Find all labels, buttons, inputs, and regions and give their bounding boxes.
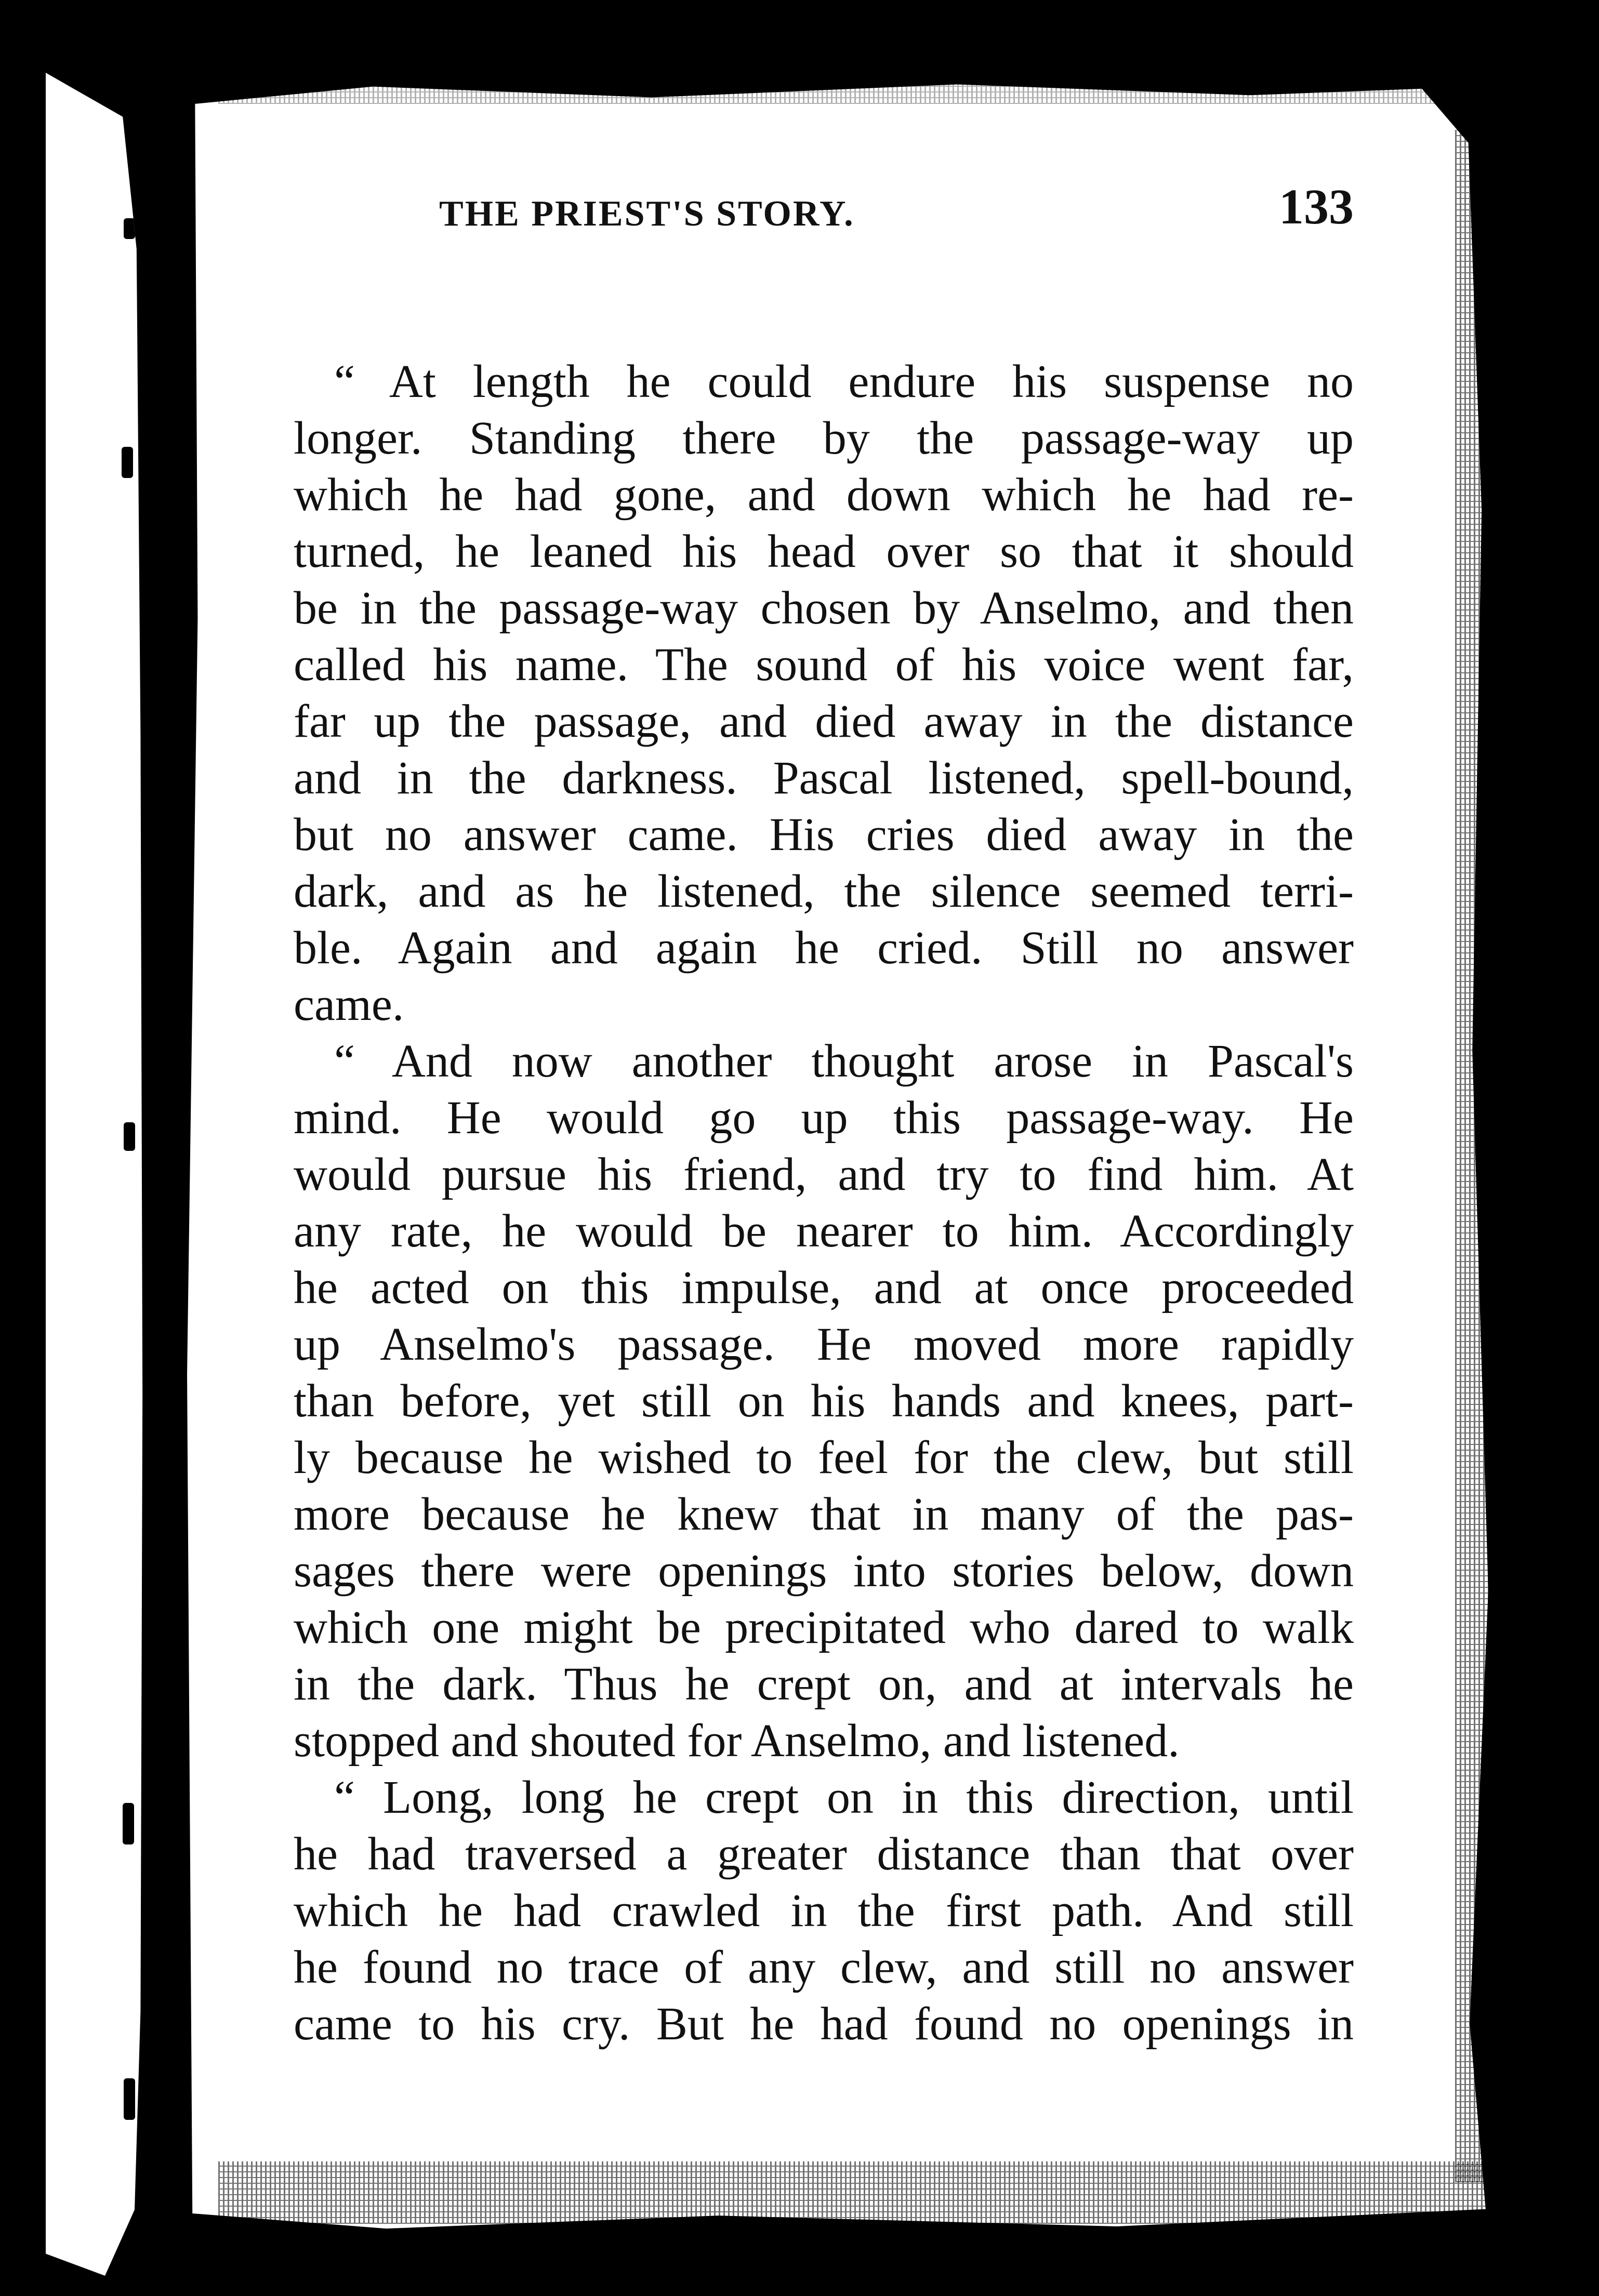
text-line: ly because he wished to feel for the clew, but still xyxy=(294,1432,1354,1483)
text-line: any rate, he would be nearer to him. Accordingly xyxy=(294,1205,1354,1257)
text-line: more because he knew that in many of the pas- xyxy=(294,1489,1354,1540)
paragraph-1 xyxy=(294,353,1354,1033)
text-line: ble. Again and again he cried. Still no answer xyxy=(294,922,1354,974)
text-line: “ And now another thought arose in Pascal's xyxy=(334,1036,1354,1087)
text-line: stopped and shouted for Anselmo, and listened. xyxy=(294,1715,1180,1767)
text-line: than before, yet still on his hands and knees, part- xyxy=(294,1375,1354,1427)
text-line: “ At length he could endure his suspense no xyxy=(334,356,1354,407)
text-line: longer. Standing there by the passage-way up xyxy=(294,413,1354,464)
text-line: came to his cry. But he had found no openings in xyxy=(294,1998,1354,2050)
text-line: far up the passage, and died away in the distance xyxy=(294,696,1354,747)
page-number: 133 xyxy=(1279,179,1354,234)
running-head: THE PRIEST'S STORY. xyxy=(439,194,855,234)
text-line: sages there were openings into stories below, down xyxy=(294,1545,1354,1597)
body-text xyxy=(294,353,1354,2052)
text-line: called his name. The sound of his voice went far, xyxy=(294,639,1354,691)
text-line: would pursue his friend, and try to find him. At xyxy=(294,1149,1354,1200)
text-line: and in the darkness. Pascal listened, spell-bound, xyxy=(294,752,1354,804)
page-header xyxy=(439,178,1354,235)
adjacent-page-edge xyxy=(46,73,144,2276)
text-line: he found no trace of any clew, and still no answer xyxy=(294,1942,1354,1993)
text-line: mind. He would go up this passage-way. He xyxy=(294,1092,1354,1144)
text-line: he had traversed a greater distance than that over xyxy=(294,1828,1354,1880)
text-line: but no answer came. His cries died away in the xyxy=(294,809,1354,860)
text-line: which he had crawled in the first path. And still xyxy=(294,1885,1354,1936)
paragraph-2 xyxy=(294,1033,1354,1769)
text-line: dark, and as he listened, the silence seemed terri- xyxy=(294,866,1354,917)
text-line: he acted on this impulse, and at once proceeded xyxy=(294,1262,1354,1313)
text-line: which he had gone, and down which he had re- xyxy=(294,469,1354,521)
text-line: in the dark. Thus he crept on, and at intervals he xyxy=(294,1658,1354,1710)
text-line: “ Long, long he crept on in this direction, until xyxy=(334,1772,1354,1823)
text-line: up Anselmo's passage. He moved more rapidly xyxy=(294,1319,1354,1370)
text-line: came. xyxy=(294,979,404,1030)
paragraph-3 xyxy=(294,1769,1354,2052)
page-edge-speckle-right xyxy=(1455,130,1528,2182)
text-line: be in the passage-way chosen by Anselmo, and then xyxy=(294,582,1354,634)
text-line: which one might be precipitated who dared to walk xyxy=(294,1602,1354,1653)
page-edge-speckle-top xyxy=(218,78,1465,104)
text-line: turned, he leaned his head over so that it should xyxy=(294,526,1354,577)
page-edge-speckle-bottom xyxy=(218,2161,1491,2224)
